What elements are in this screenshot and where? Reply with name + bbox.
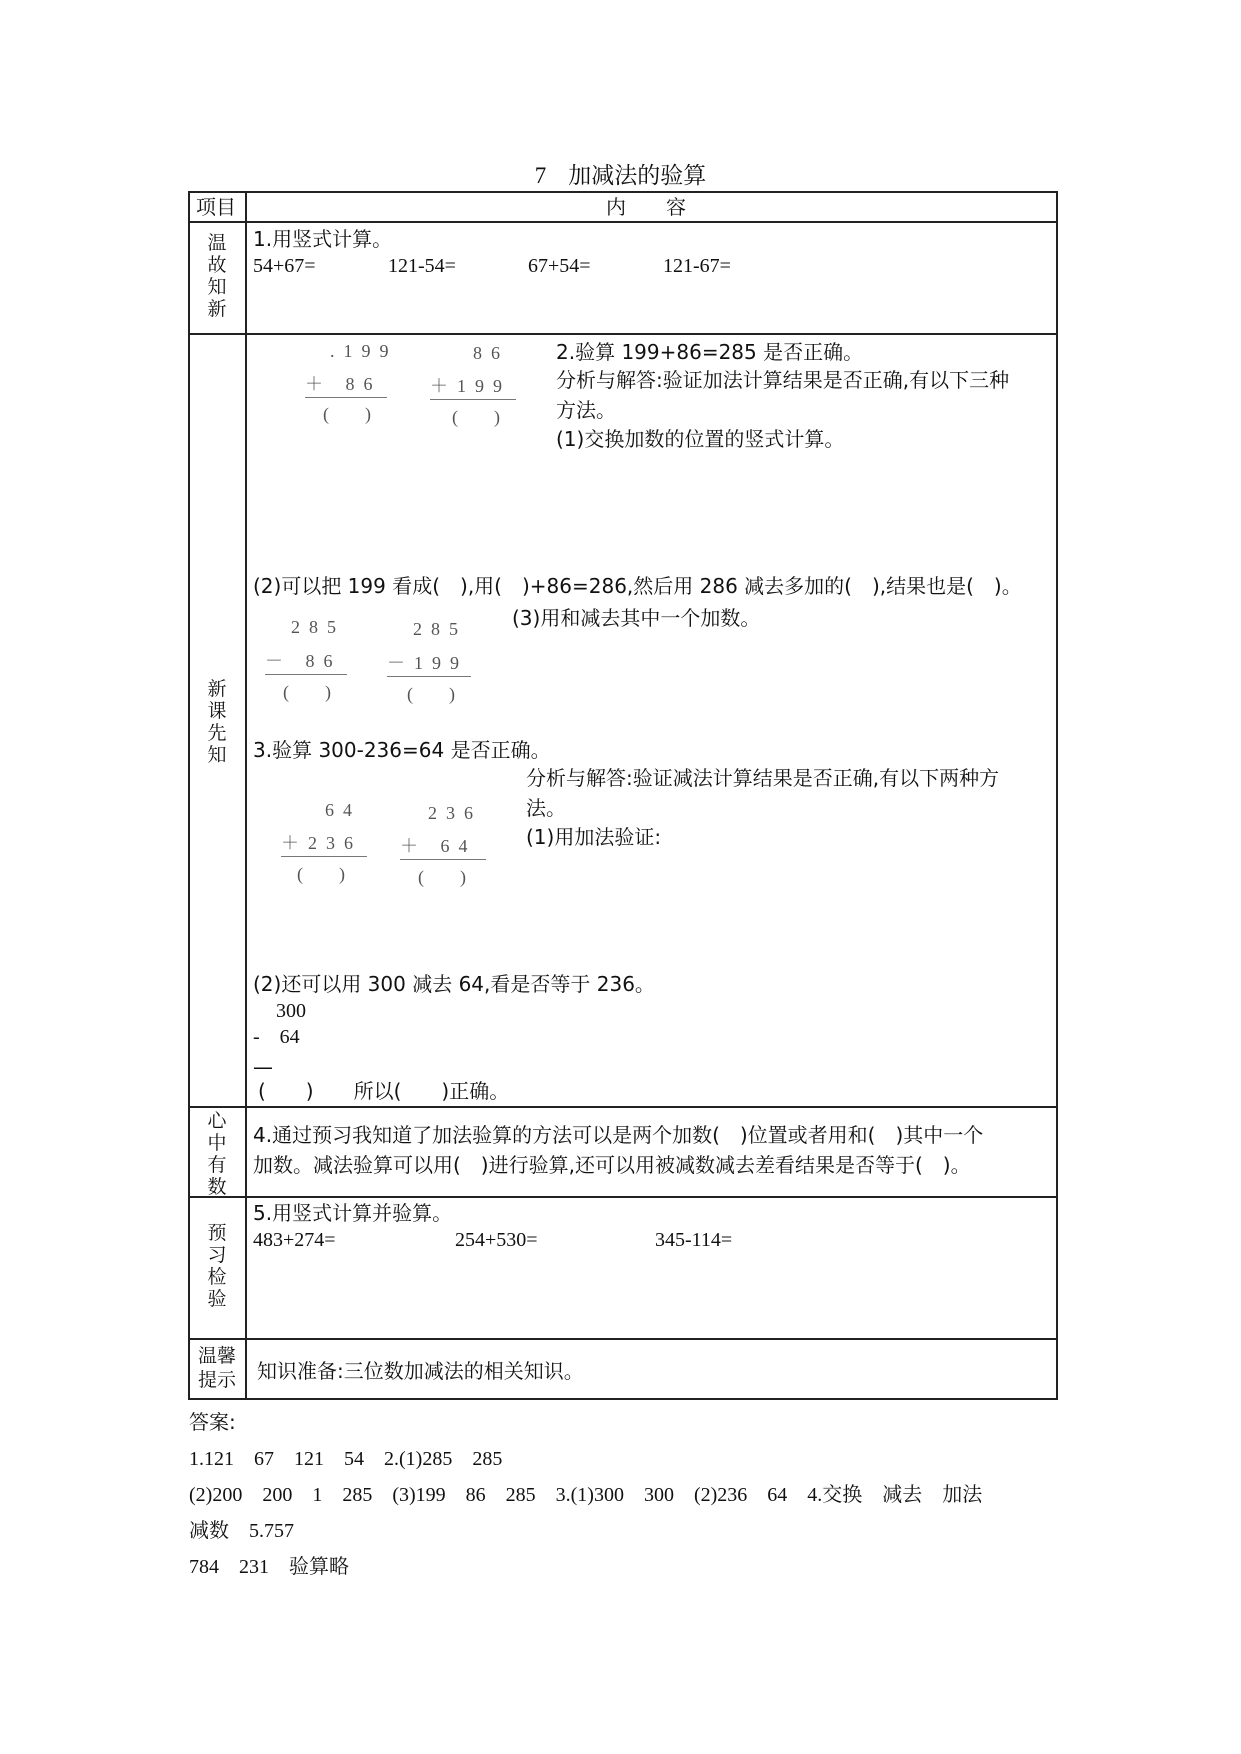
q3-analysis: 分析与解答:验证减法计算结果是否正确,有以下两种方 [526,766,1000,790]
q2-title: 2.验算 199+86=285 是否正确。 [556,340,864,364]
q3-calc-bar: — [253,1055,273,1079]
answers-line: 减数 5.757 [189,1520,294,1542]
q3-calc-subtrahend: - 64 [253,1026,300,1048]
table-rule [188,221,1058,223]
q3-conclusion: ( ) 所以( )正确。 [258,1079,510,1103]
q3-method-1: (1)用加法验证: [526,825,662,849]
q2-method-3: (3)用和减去其中一个加数。 [512,606,761,630]
q2-analysis: 分析与解答:验证加法计算结果是否正确,有以下三种 [556,368,1010,392]
table-border-right [1056,191,1058,1400]
title-text: 加减法的验算 [568,163,707,189]
q1-item: 67+54= [528,255,591,277]
q2-method-1: (1)交换加数的位置的竖式计算。 [556,427,845,451]
q4-line-2: 加数。减法验算可以用( )进行验算,还可以用被减数减去差看结果是否等于( )。 [253,1153,971,1177]
q2-analysis-cont: 方法。 [556,398,616,422]
answers-line: 784 231 验算略 [189,1556,349,1578]
table-column-divider [245,191,247,1400]
q1-title: 1.用竖式计算。 [253,227,393,251]
q3-method-2: (2)还可以用 300 减去 64,看是否等于 236。 [253,972,655,996]
q3-title: 3.验算 300-236=64 是否正确。 [253,738,551,762]
q5-item: 483+274= [253,1229,336,1251]
q5-title: 5.用竖式计算并验算。 [253,1201,453,1225]
title-number: 7 [534,163,547,188]
table-rule [188,333,1058,335]
q3-calc-minuend: 300 [276,1000,306,1022]
page-title [0,157,1241,190]
answers-line: (2)200 200 1 285 (3)199 86 285 3.(1)300 300 (2)236 64 4.交换 减去 加法 [189,1484,983,1506]
q4-line-1: 4.通过预习我知道了加法验算的方法可以是两个加数( )位置或者用和( )其中一个 [253,1123,984,1147]
table-rule [188,1106,1058,1108]
q1-item: 121-54= [388,255,456,277]
header-col-content: 内 容 [606,195,686,219]
table-border-left [188,191,190,1400]
tips-text: 知识准备:三位数加减法的相关知识。 [257,1359,584,1383]
label-tips: 温馨 提示 [197,1345,236,1391]
label-preview-check: 预 习 检 验 [207,1222,227,1310]
table-border-bottom [188,1398,1058,1400]
label-new-lesson: 新 课 先 知 [207,678,227,766]
table-rule [188,1338,1058,1340]
label-summary: 心 中 有 数 [207,1110,227,1198]
q1-item: 121-67= [663,255,731,277]
q5-item: 254+530= [455,1229,538,1251]
answers-line: 1.121 67 121 54 2.(1)285 285 [189,1448,503,1470]
header-col-item: 项目 [196,195,236,219]
q2-method-2: (2)可以把 199 看成( ),用( )+86=286,然后用 286 减去多加的( ),结果也是( )。 [253,574,1022,598]
label-review: 温 故 知 新 [207,232,227,320]
q3-analysis-cont: 法。 [526,796,566,820]
q5-item: 345-114= [655,1229,733,1251]
q1-item: 54+67= [253,255,316,277]
table-rule [188,1196,1058,1198]
answers-heading: 答案: [189,1410,236,1434]
